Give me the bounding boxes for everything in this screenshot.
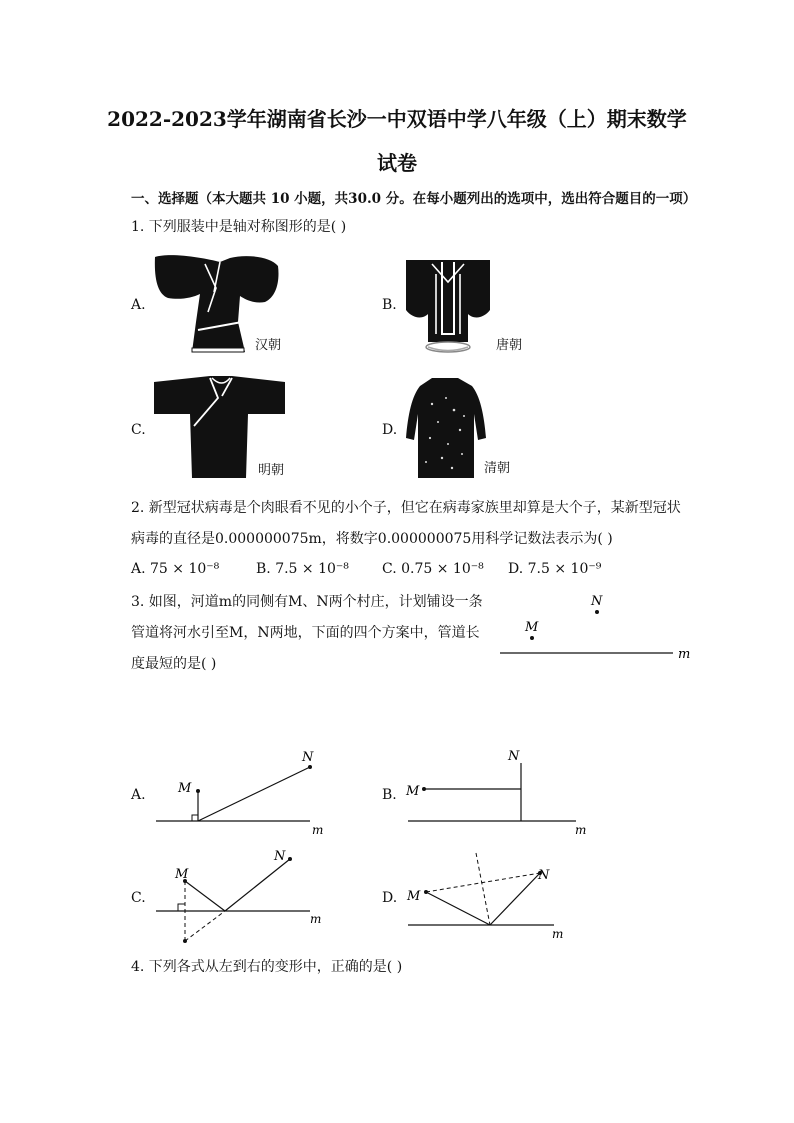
label-M: M — [407, 889, 421, 904]
label-N: N — [508, 749, 520, 764]
q2-option-d-value: 7.5 × 10⁻⁹ — [527, 561, 602, 577]
q3-stem-line3: 度最短的是( ) — [131, 656, 217, 672]
q3-option-b-diagram — [400, 745, 595, 837]
q3-option-d-letter: D. — [382, 890, 398, 906]
qing-garment-image — [402, 374, 488, 482]
q3-option-a-diagram — [150, 745, 335, 837]
q2-option-c-letter: C. — [382, 561, 397, 577]
q1-option-d-caption: 清朝 — [484, 461, 511, 476]
q3-option-b-letter: B. — [382, 787, 397, 803]
q2-option-c-value: 0.75 × 10⁻⁸ — [401, 561, 484, 577]
label-m: m — [678, 647, 691, 662]
label-N: N — [591, 594, 603, 609]
label-m: m — [310, 912, 322, 926]
tang-garment-image — [398, 254, 498, 359]
q2-option-b-value: 7.5 × 10⁻⁸ — [275, 561, 349, 577]
q2-option-d — [508, 561, 601, 577]
label-N: N — [538, 868, 550, 883]
label-M: M — [525, 620, 539, 635]
q2-option-d-letter: D. — [508, 561, 524, 577]
q1-option-c-caption: 明朝 — [258, 463, 285, 478]
q1-option-c-letter: C. — [131, 422, 146, 438]
label-M: M — [406, 784, 420, 799]
q1-stem: 1. 下列服装中是轴对称图形的是( ) — [131, 219, 347, 235]
exam-title-line2: 试卷 — [377, 151, 417, 175]
q1-option-b-letter: B. — [382, 297, 397, 313]
q4-stem: 4. 下列各式从左到右的变形中，正确的是( ) — [131, 959, 403, 975]
label-N: N — [274, 849, 286, 864]
q2-option-a-value: 75 × 10⁻⁸ — [150, 561, 220, 577]
q3-option-d-diagram — [400, 845, 595, 945]
q3-stem-line1: 3. 如图，河道m的同侧有M、N两个村庄，计划铺设一条 — [131, 594, 483, 610]
q3-option-a-letter: A. — [131, 787, 146, 803]
q2-stem-line2: 病毒的直径是0.000000075m，将数字0.000000075用科学记数法表示为( ) — [131, 531, 613, 547]
q2-option-c — [382, 561, 484, 577]
q3-option-c-letter: C. — [131, 890, 146, 906]
q3-stem-line2: 管道将河水引至M，N两地，下面的四个方案中，管道长 — [131, 625, 480, 641]
exam-title-line1: 2022-2023学年湖南省长沙一中双语中学八年级（上）期末数学 — [107, 107, 687, 131]
section-heading: 一、选择题（本大题共 10 小题，共30.0 分。在每小题列出的选项中，选出符合题目的一项） — [131, 191, 697, 207]
q2-option-a-letter: A. — [131, 561, 146, 577]
q3-option-c-diagram — [150, 845, 335, 945]
q2-stem-line1: 2. 新型冠状病毒是个肉眼看不见的小个子，但它在病毒家族里却算是大个子，某新型冠状 — [131, 500, 681, 516]
label-m: m — [552, 927, 564, 941]
label-m: m — [312, 823, 324, 837]
q1-option-d-letter: D. — [382, 422, 398, 438]
label-M: M — [178, 781, 192, 796]
q1-option-a-caption: 汉朝 — [255, 338, 282, 353]
q1-option-b-caption: 唐朝 — [496, 338, 523, 353]
q3-main-figure — [495, 590, 695, 665]
q2-option-b-letter: B. — [256, 561, 271, 577]
label-m: m — [575, 823, 587, 837]
q2-option-b — [256, 561, 349, 577]
q2-option-a — [131, 561, 219, 577]
q1-option-a-letter: A. — [131, 297, 146, 313]
label-N: N — [302, 750, 314, 765]
label-M: M — [175, 867, 189, 882]
